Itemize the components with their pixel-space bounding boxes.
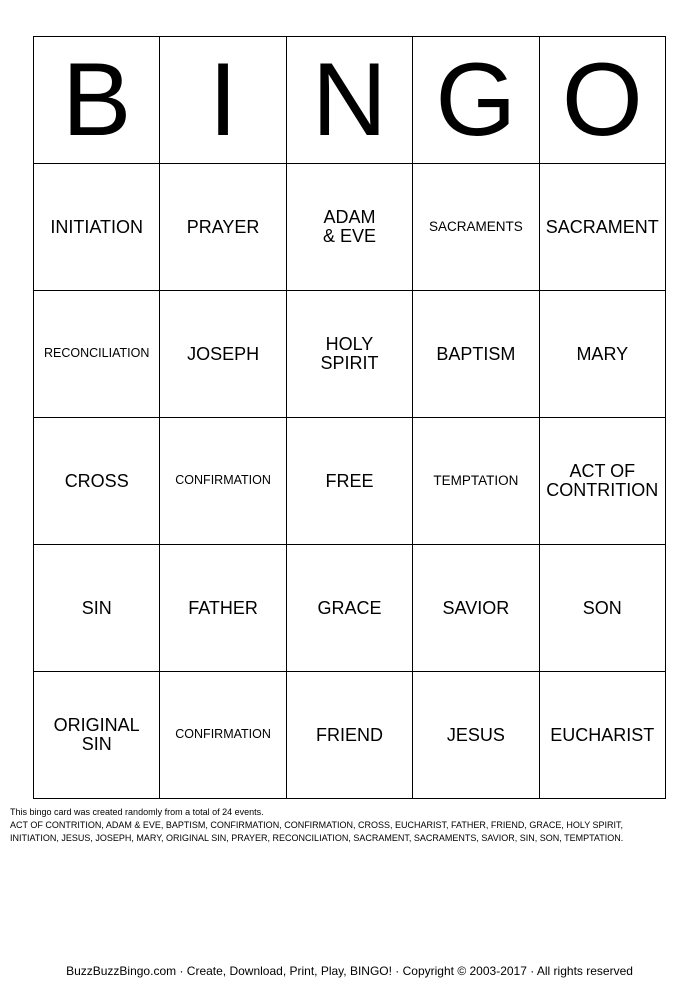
header-letter-o: O xyxy=(539,37,665,164)
header-letter-i: I xyxy=(160,37,286,164)
header-letter-b: B xyxy=(34,37,160,164)
bingo-cell: CONFIRMATION xyxy=(160,418,286,545)
bingo-cell: SACRAMENTS xyxy=(413,164,539,291)
bingo-cell: RECONCILIATION xyxy=(34,291,160,418)
card-info xyxy=(10,806,690,845)
header-letter-n: N xyxy=(286,37,412,164)
bingo-cell: ACT OF CONTRITION xyxy=(539,418,665,545)
bingo-cell: GRACE xyxy=(286,545,412,672)
bingo-cell: INITIATION xyxy=(34,164,160,291)
bingo-cell: FREE xyxy=(286,418,412,545)
bingo-cell: CONFIRMATION xyxy=(160,672,286,799)
bingo-cell: MARY xyxy=(539,291,665,418)
bingo-cell: HOLY SPIRIT xyxy=(286,291,412,418)
info-events-list: ACT OF CONTRITION, ADAM & EVE, BAPTISM, CONFIRMATION, CONFIRMATION, CROSS, EUCHARIST, FATHER, FRIEND, GRACE, HOLY SPIRIT, xyxy=(10,820,624,830)
bingo-row xyxy=(34,418,666,545)
bingo-cell: JOSEPH xyxy=(160,291,286,418)
bingo-cell: BAPTISM xyxy=(413,291,539,418)
bingo-cell: FATHER xyxy=(160,545,286,672)
bingo-cell: ADAM & EVE xyxy=(286,164,412,291)
bingo-cell: CROSS xyxy=(34,418,160,545)
bingo-cell: EUCHARIST xyxy=(539,672,665,799)
bingo-header-row xyxy=(34,37,666,164)
header-letter-g: G xyxy=(413,37,539,164)
bingo-row xyxy=(34,545,666,672)
bingo-cell: PRAYER xyxy=(160,164,286,291)
info-summary: This bingo card was created randomly from a total of 24 events. xyxy=(10,807,264,817)
bingo-cell: SIN xyxy=(34,545,160,672)
bingo-cell: SON xyxy=(539,545,665,672)
bingo-row xyxy=(34,291,666,418)
bingo-card xyxy=(33,36,666,799)
bingo-cell: SACRAMENT xyxy=(539,164,665,291)
page-footer: BuzzBuzzBingo.com · Create, Download, Print, Play, BINGO! · Copyright © 2003-2017 · All rights reserved xyxy=(66,964,633,978)
bingo-cell: FRIEND xyxy=(286,672,412,799)
bingo-cell: TEMPTATION xyxy=(413,418,539,545)
bingo-row xyxy=(34,672,666,799)
bingo-row xyxy=(34,164,666,291)
bingo-cell: ORIGINAL SIN xyxy=(34,672,160,799)
bingo-cell: JESUS xyxy=(413,672,539,799)
bingo-cell: SAVIOR xyxy=(413,545,539,672)
info-events-list-continued: INITIATION, JESUS, JOSEPH, MARY, ORIGINAL SIN, PRAYER, RECONCILIATION, SACRAMENT, SACRAMENTS, SAVIOR, SIN, SON, TEMPTATION. xyxy=(10,833,624,843)
